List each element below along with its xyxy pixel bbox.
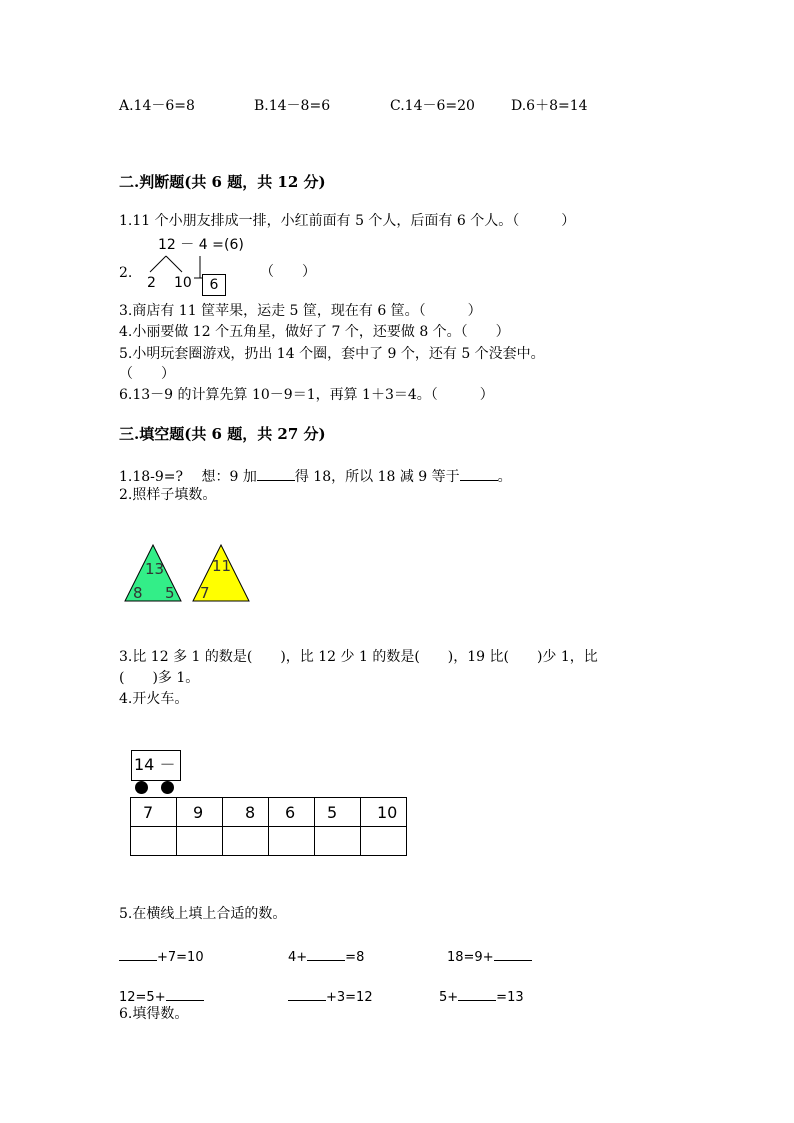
train-car-4: 6 [269,798,315,827]
fill-q3-line2: ( )多 1。 [119,670,200,686]
fill-blank[interactable] [288,986,326,1001]
fill-q4: 4.开火车。 [119,691,189,707]
fill-r1b: 4+ =8 [288,946,364,967]
judge-q2-label: 2. [119,265,133,281]
train-answer-cell[interactable] [223,827,269,856]
diagram-answer-box: 6 [202,274,226,296]
judge-q6: 6.13－9 的计算先算 10－9＝1，再算 1＋3＝4。（ ） [119,387,494,403]
train-wheel-right [161,781,174,794]
fill-q1: 1.18-9=? 想：9 加 得 18，所以 18 减 9 等于 。 [119,466,512,486]
fill-blank[interactable] [166,986,204,1001]
judge-q3: 3.商店有 11 筐苹果，运走 5 筐，现在有 6 筐。（ ） [119,303,482,319]
fill-blank[interactable] [307,946,345,961]
triangle2-top: 11 [212,557,232,575]
train-cars-row [131,798,407,827]
train-car-6: 10 [361,798,407,827]
fill-q5: 5.在横线上填上合适的数。 [119,906,287,922]
fill-blank[interactable] [494,946,532,961]
train-engine: 14 － [131,750,181,781]
diagram-left-number: 2 [147,275,156,291]
fill-q1-blank-2[interactable] [460,466,498,481]
judge-q4: 4.小丽要做 12 个五角星，做好了 7 个，还要做 8 个。（ ） [119,324,510,340]
triangle2-left: 7 [200,584,210,602]
fill-r2a: 12=5+ [119,986,204,1007]
option-c: C.14－6=20 [390,98,475,114]
triangle1-left: 8 [133,584,143,602]
fill-q3-line1: 3.比 12 多 1 的数是( )，比 12 少 1 的数是( )，19 比( )少 1，比 [119,649,598,665]
judge-q2-paren: （ ） [260,264,316,280]
section2-title: 二.判断题(共 6 题，共 12 分) [119,173,326,191]
fill-q6: 6.填得数。 [119,1006,189,1022]
train-car-3: 8 [223,798,269,827]
train-car-2: 9 [177,798,223,827]
train-car-5: 5 [315,798,361,827]
fill-blank[interactable] [458,986,496,1001]
train-answer-cell[interactable] [315,827,361,856]
train-cars-table [130,797,407,856]
fill-r2b: +3=12 [288,986,373,1007]
judge-q1: 1.11 个小朋友排成一排，小红前面有 5 个人，后面有 6 个人。（ ） [119,213,576,229]
option-b: B.14－8=6 [254,98,331,114]
train-answer-cell[interactable] [269,827,315,856]
fill-r2c: 5+ =13 [439,986,524,1007]
triangle1-right: 5 [165,584,175,602]
option-a: A.14－6=8 [119,98,195,114]
judge-q5-paren: （ ） [119,366,175,382]
number-triangles [124,543,256,605]
fill-r1a: +7=10 [119,946,204,967]
diagram-mid-number: 10 [174,275,192,291]
train-answer-cell[interactable] [361,827,407,856]
section3-title: 三.填空题(共 6 题，共 27 分) [119,425,326,443]
fill-q2: 2.照样子填数。 [119,487,217,503]
train-answer-cell[interactable] [177,827,223,856]
diagram-top-equation: 12 － 4 = [158,237,224,253]
train-answer-row [131,827,407,856]
judge-q5: 5.小明玩套圈游戏，扔出 14 个圈，套中了 9 个，还有 5 个没套中。 [119,346,545,362]
train-car-1: 7 [131,798,177,827]
train-wheel-left [135,781,148,794]
diagram-circled-answer: (6) [224,237,244,253]
option-d: D.6＋8=14 [511,98,588,114]
fill-r1c: 18=9+ [447,946,532,967]
fill-q1-blank-1[interactable] [257,466,295,481]
triangle1-top: 13 [145,560,165,578]
train-answer-cell[interactable] [131,827,177,856]
fill-blank[interactable] [119,946,157,961]
